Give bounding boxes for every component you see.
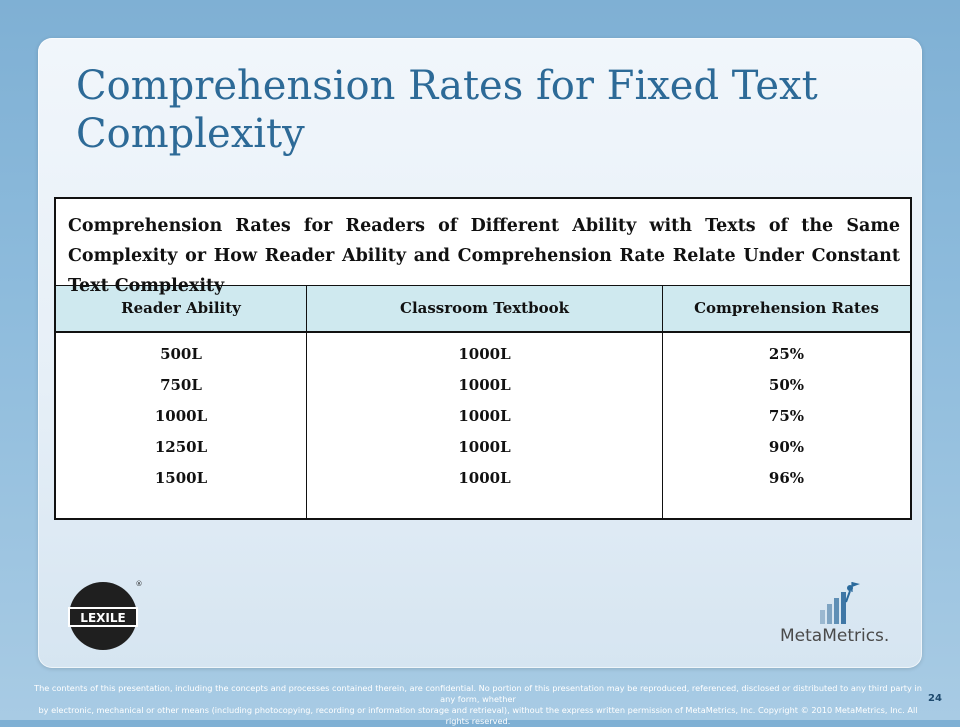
- comprehension-rate-value: 96%: [768, 469, 805, 487]
- registered-mark: ®: [135, 580, 143, 588]
- classroom-textbook-value: 1000L: [458, 407, 511, 425]
- comprehension-rate-value: 75%: [768, 407, 805, 425]
- slide-title: Comprehension Rates for Fixed Text Complexity: [76, 63, 818, 157]
- reader-ability-cell: [56, 333, 307, 520]
- comprehension-rate-value: 25%: [768, 345, 805, 363]
- classroom-textbook-cell: [307, 333, 663, 520]
- lexile-logo-text: LEXILE: [80, 611, 126, 625]
- comprehension-rate-value: 50%: [768, 376, 805, 394]
- classroom-textbook-value: 1000L: [458, 469, 511, 487]
- footer-line: The contents of this presentation, including the concepts and processes contained therein, are confidential. No portion of this presentation may be reproduced, referenced, disclosed or distributed to any third party in any form, whether: [34, 683, 922, 704]
- table-header-row: [56, 286, 910, 333]
- confidentiality-footer: [28, 683, 928, 727]
- page-number: 24: [928, 693, 942, 704]
- reader-ability-value: 1500L: [154, 469, 208, 487]
- comprehension-table: [54, 197, 912, 520]
- metametrics-logo: [780, 580, 900, 660]
- table-caption: Comprehension Rates for Readers of Different Ability with Texts of the Same Complexity or How Reader Ability and Comprehension Rate Relate Under Constant Text Complexity: [56, 199, 910, 286]
- footer-line: by electronic, mechanical or other means (including photocopying, recording or information storage and retrieval), without the express written permission of MetaMetrics, Inc. Copyright © 2010 MetaMetrics, Inc. All rights reserved.: [38, 705, 918, 726]
- metametrics-logo-text: MetaMetrics.: [780, 626, 890, 646]
- reader-ability-value: 500L: [160, 345, 202, 363]
- classroom-textbook-value: 1000L: [458, 376, 511, 394]
- comprehension-rate-value: 90%: [768, 438, 805, 456]
- classroom-textbook-value: 1000L: [458, 345, 511, 363]
- table-row: [56, 333, 910, 520]
- header-comprehension-rates: Comprehension Rates: [694, 299, 879, 317]
- header-classroom-textbook: Classroom Textbook: [307, 286, 663, 331]
- reader-ability-value: 750L: [160, 376, 202, 394]
- metametrics-chart-icon: [780, 580, 900, 626]
- lexile-logo: [66, 576, 144, 654]
- comprehension-rates-cell: [663, 333, 910, 520]
- classroom-textbook-value: 1000L: [458, 438, 511, 456]
- header-reader-ability: Reader Ability: [56, 286, 307, 331]
- reader-ability-value: 1000L: [154, 407, 208, 425]
- reader-ability-value: 1250L: [154, 438, 208, 456]
